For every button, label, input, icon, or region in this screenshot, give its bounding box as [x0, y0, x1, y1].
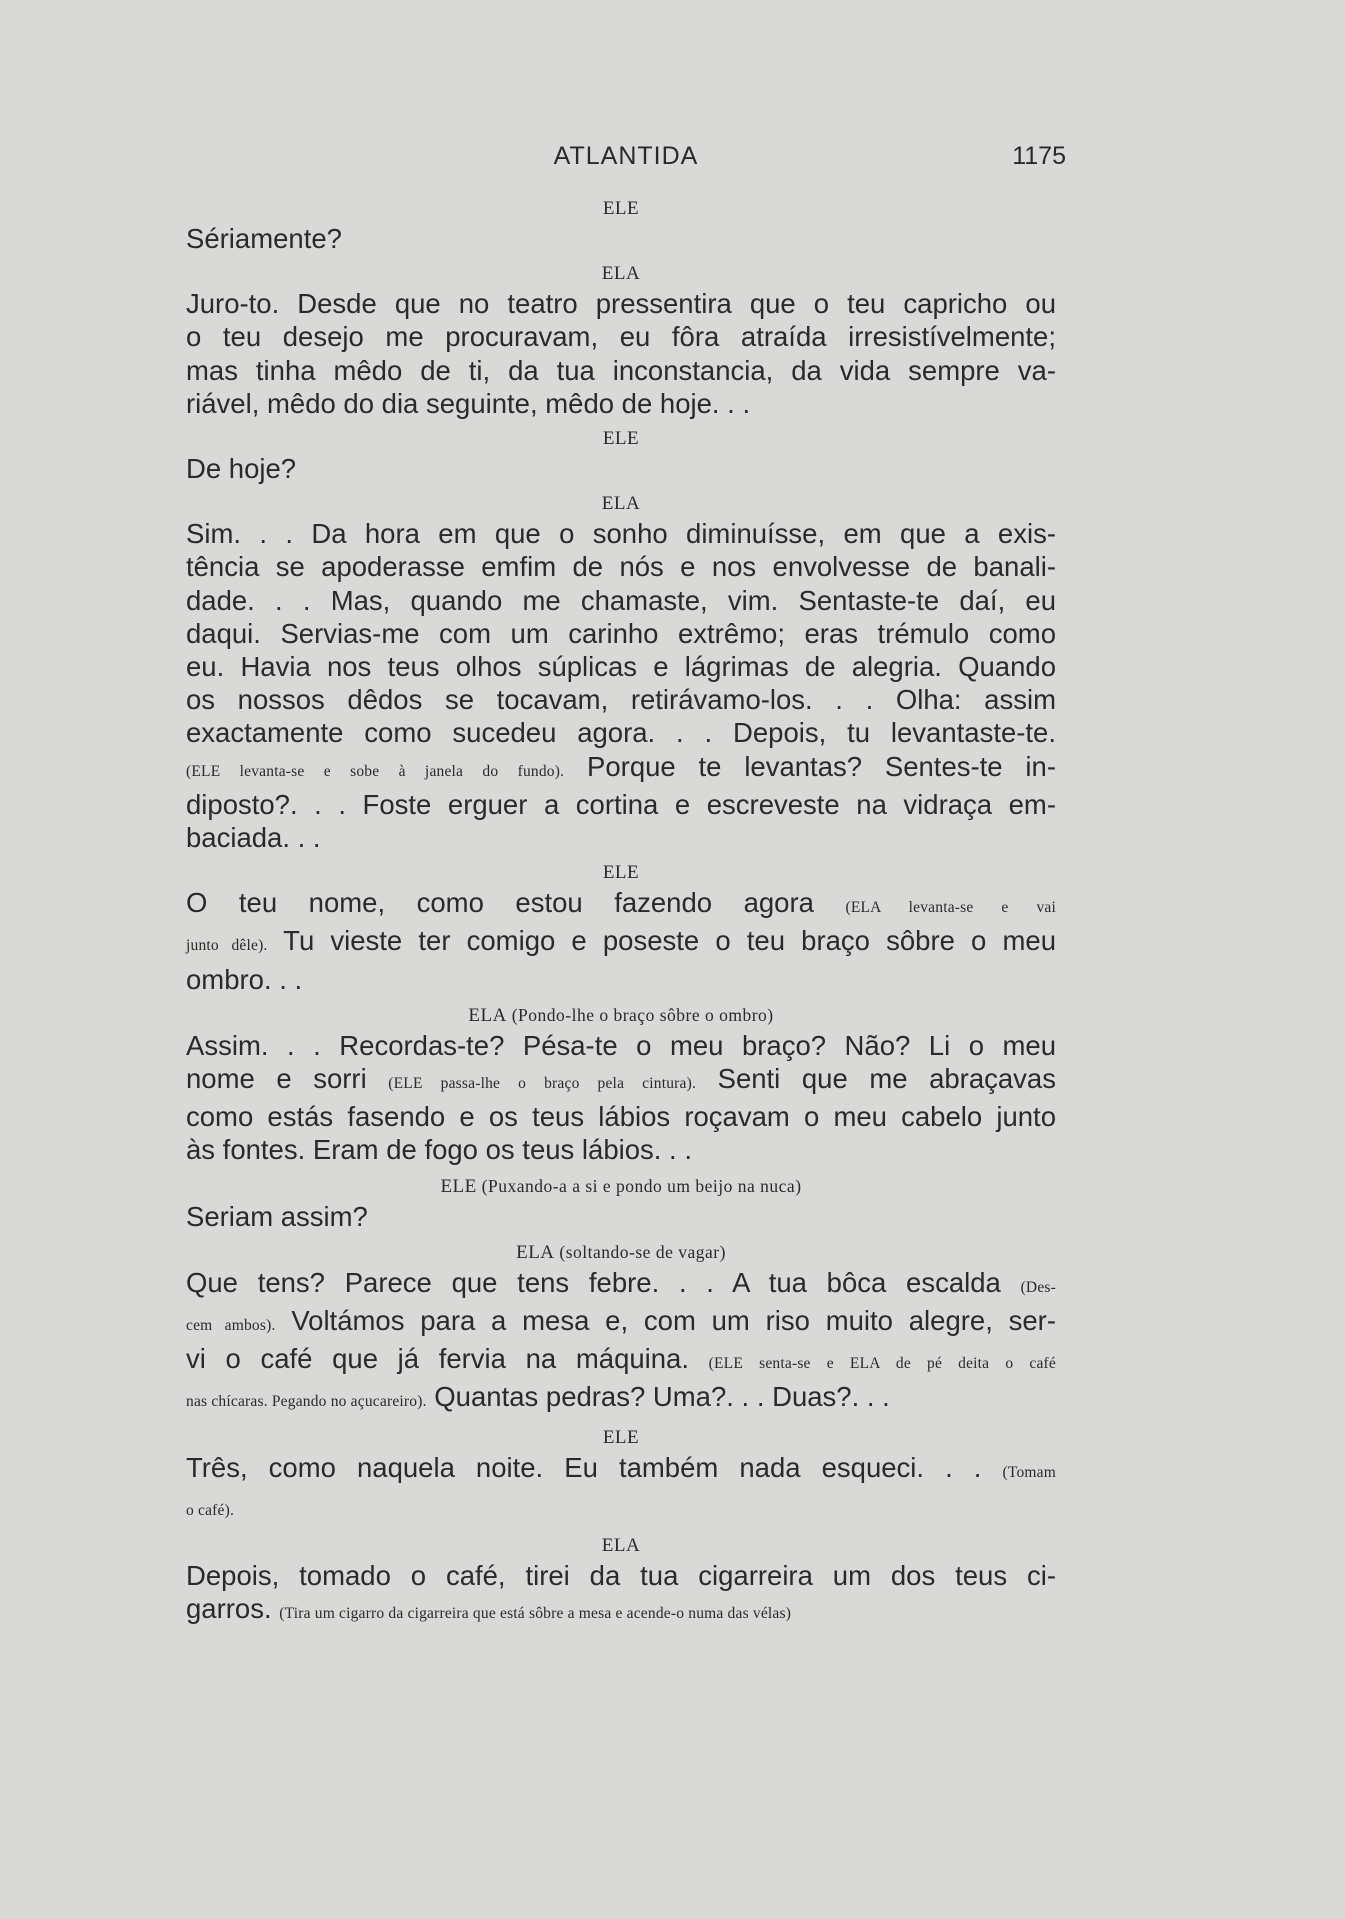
stage-direction: (Tira um cigarro da cigarreira que está sôbre a mesa e acende-o numa das vélas): [279, 1605, 792, 1623]
speaker-label: [186, 491, 1056, 517]
speaker-label: [186, 1239, 1056, 1266]
text-line: diposto?. . . Foste erguer a cortina e escreveste na vidraça em-: [186, 788, 1056, 820]
speaker-label: [186, 860, 1056, 886]
text-line: exactamente como sucedeu agora. . . Depois, tu levantaste-te.: [186, 717, 1056, 749]
speaker-name: ELE: [440, 1175, 477, 1197]
page-header: [186, 142, 1066, 182]
text-line: [186, 1266, 1056, 1304]
page-number: 1175: [1012, 142, 1066, 170]
text-line: eu. Havia nos teus olhos súplicas e lágrimas de alegria. Quando: [186, 651, 1056, 683]
text-line: riável, mêdo do dia seguinte, mêdo de hoje. . .: [186, 387, 751, 419]
running-title: ATLANTIDA: [553, 142, 699, 170]
speaker-name: ELA: [601, 493, 641, 515]
stage-direction: (Pondo-lhe o braço sôbre o ombro): [506, 1004, 774, 1025]
speaker-name: ELE: [602, 862, 640, 884]
text-line: [186, 886, 1056, 924]
text-line: [186, 1489, 1056, 1527]
text-line: [186, 750, 1056, 788]
text-line: mas tinha mêdo de ti, da tua inconstancia, da vida sempre va-: [186, 354, 1056, 386]
speaker-label: [186, 1002, 1056, 1029]
stage-direction: junto dêle).: [186, 937, 268, 955]
text-line: ombro. . .: [186, 963, 303, 995]
dialogue-fragment: vi o café que já fervia na máquina.: [186, 1343, 709, 1375]
stage-direction: (Puxando-a a si e pondo um beijo na nuca): [476, 1175, 802, 1196]
text-line: baciada. . .: [186, 822, 321, 854]
speaker-name: ELE: [602, 1426, 640, 1448]
dialogue-fragment: Quantas pedras? Uma?. . . Duas?. . .: [426, 1381, 890, 1413]
dialogue-text: [186, 196, 1056, 1631]
text-line: dade. . . Mas, quando me chamaste, vim. Sentaste-te daí, eu: [186, 584, 1056, 616]
text-line: Depois, tomado o café, tirei da tua cigarreira um dos teus ci-: [186, 1560, 1056, 1592]
stage-direction: (Des-: [1020, 1278, 1056, 1296]
speaker-label: [186, 1173, 1056, 1200]
text-line: [186, 1062, 1056, 1100]
speaker-name: ELA: [601, 263, 641, 285]
text-line: os nossos dêdos se tocavam, retirávamo-los. . . Olha: assim: [186, 684, 1056, 716]
text-line: [186, 1451, 1056, 1489]
stage-direction: nas chícaras. Pegando no açucareiro).: [186, 1393, 427, 1411]
dialogue-fragment: Voltámos para a mesa e, com um riso muito alegre, ser-: [275, 1305, 1056, 1337]
text-line: Seriam assim?: [186, 1200, 368, 1232]
speaker-label: [186, 1533, 1056, 1559]
dialogue-fragment: Três, como naquela noite. Eu também nada esqueci. . .: [186, 1451, 1003, 1483]
text-line: tência se apoderasse emfim de nós e nos envolvesse de banali-: [186, 551, 1056, 583]
dialogue-fragment: Que tens? Parece que tens febre. . . A tua bôca escalda: [186, 1266, 1021, 1298]
dialogue-fragment: garros.: [186, 1593, 280, 1625]
stage-direction: (ELE senta-se e ELA de pé deita o café: [708, 1355, 1056, 1373]
text-line: Sim. . . Da hora em que o sonho diminuísse, em que a exis-: [186, 518, 1056, 550]
text-line: o teu desejo me procuravam, eu fôra atraída irresistívelmente;: [186, 321, 1056, 353]
text-line: Assim. . . Recordas-te? Pésa-te o meu braço? Não? Li o meu: [186, 1029, 1056, 1061]
speaker-name: ELA: [516, 1241, 555, 1263]
speaker-label: [186, 261, 1056, 287]
text-line: [186, 1380, 1056, 1418]
speaker-label: [186, 196, 1056, 222]
text-line: daqui. Servias-me com um carinho extrêmo; eras trémulo como: [186, 617, 1056, 649]
dialogue-fragment: Tu vieste ter comigo e poseste o teu braço sôbre o meu: [267, 925, 1056, 957]
speaker-name: ELA: [468, 1004, 507, 1026]
dialogue-fragment: nome e sorri: [186, 1063, 389, 1095]
text-line: [186, 1342, 1056, 1380]
speaker-name: ELA: [601, 1535, 641, 1557]
stage-direction: (ELA levanta-se e vai: [845, 899, 1057, 917]
dialogue-fragment: Porque te levantas? Sentes-te in-: [564, 750, 1056, 782]
text-line: como estás fasendo e os teus lábios roçavam o meu cabelo junto: [186, 1101, 1056, 1133]
stage-direction: (soltando-se de vagar): [554, 1241, 726, 1262]
text-line: [186, 924, 1056, 962]
stage-direction: cem ambos).: [186, 1317, 276, 1335]
text-line: Sériamente?: [186, 223, 342, 254]
text-line: às fontes. Eram de fogo os teus lábios. . .: [186, 1134, 692, 1166]
stage-direction: o café).: [186, 1501, 235, 1519]
speaker-label: [186, 1425, 1056, 1451]
stage-direction: (ELE levanta-se e sobe à janela do fundo).: [186, 762, 565, 780]
stage-direction: (Tomam: [1002, 1463, 1056, 1481]
text-line: De hoje?: [186, 453, 297, 485]
speaker-name: ELE: [602, 198, 640, 219]
dialogue-fragment: Senti que me abraçavas: [696, 1063, 1056, 1095]
text-line: Juro-to. Desde que no teatro pressentira que o teu capricho ou: [186, 288, 1056, 320]
text-line: [186, 1592, 1056, 1630]
speaker-label: [186, 426, 1056, 452]
stage-direction: (ELE passa-lhe o braço pela cintura).: [388, 1075, 697, 1093]
speaker-name: ELE: [602, 428, 640, 450]
text-line: [186, 1304, 1056, 1342]
dialogue-fragment: O teu nome, como estou fazendo agora: [186, 887, 846, 919]
